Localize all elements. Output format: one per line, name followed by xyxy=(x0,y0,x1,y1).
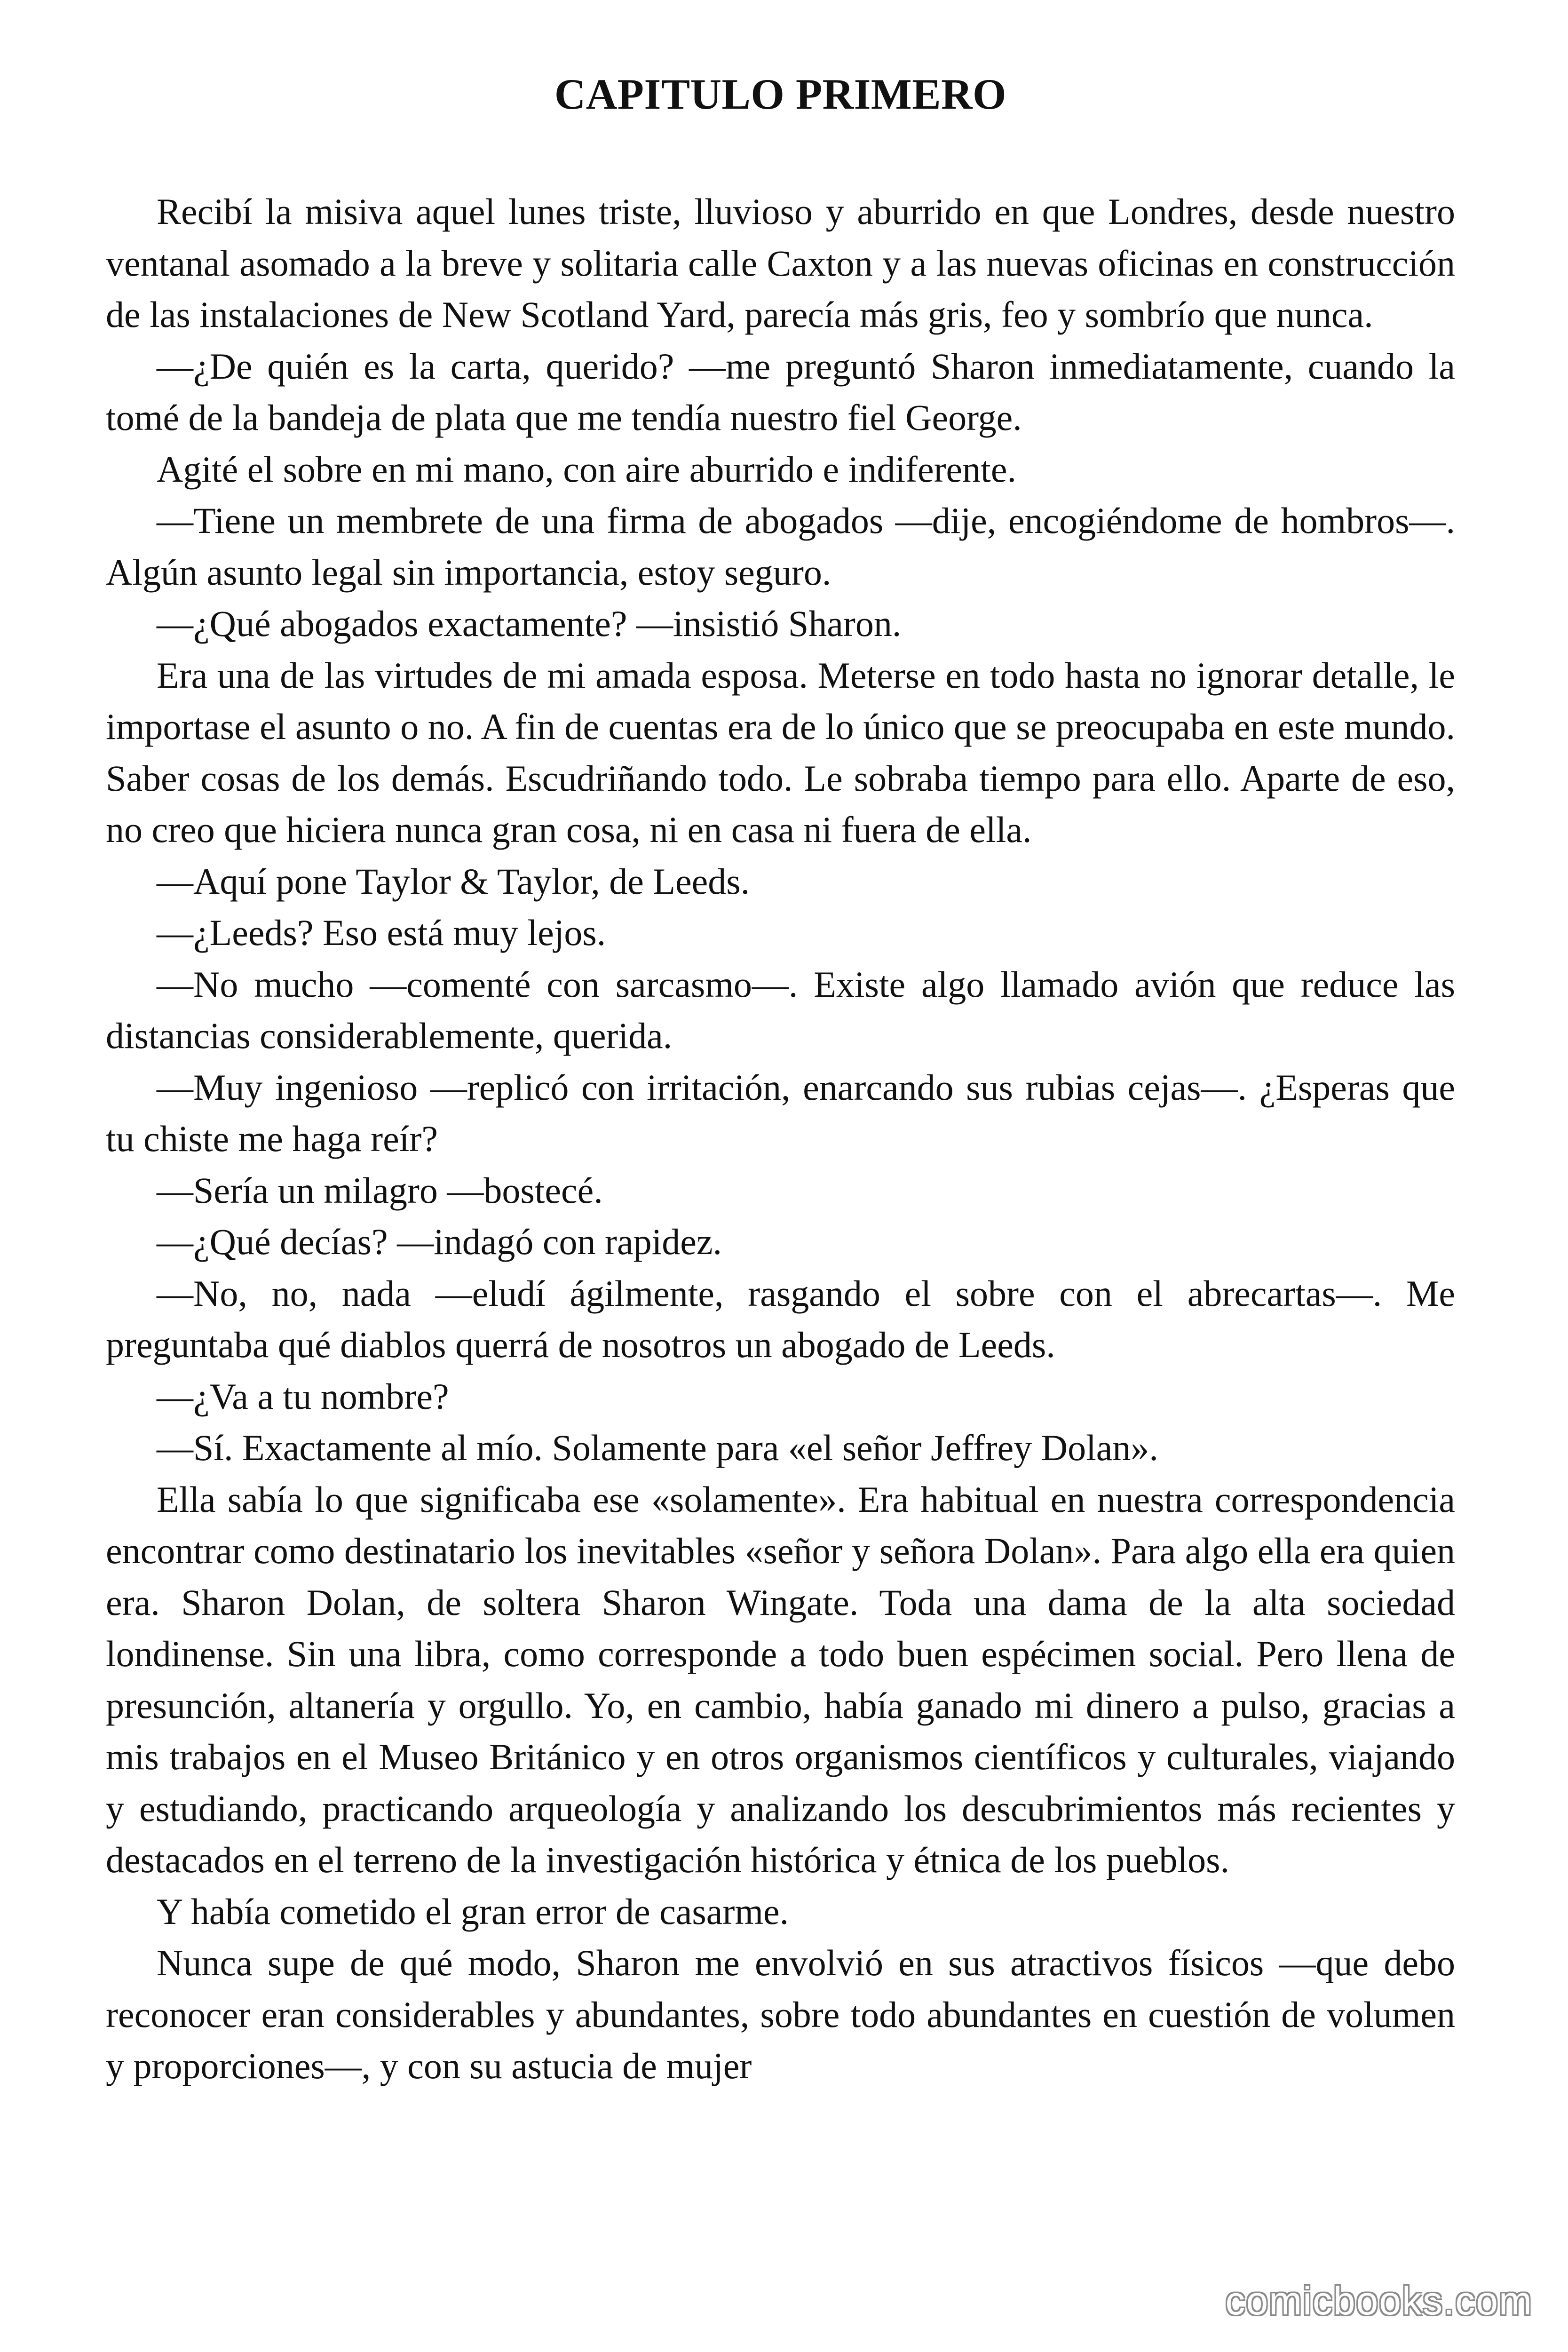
paragraph: Agité el sobre en mi mano, con aire aburrido e indiferente. xyxy=(157,448,1016,490)
paragraph: —Muy ingenioso —replicó con irritación, enarcando sus rubias cejas—. ¿Esperas que tu chiste me haga reír? xyxy=(106,1066,1455,1159)
paragraph: Nunca supe de qué modo, Sharon me envolvió en sus atractivos físicos —que debo reconocer eran considerables y abundantes, sobre todo abundantes en cuestión de volumen y proporciones—, y con su astucia de mujer xyxy=(106,1942,1455,2086)
chapter-body xyxy=(106,186,1455,2092)
paragraph: Ella sabía lo que significaba ese «solamente». Era habitual en nuestra correspondencia encontrar como destinatario los inevitables «señor y señora Dolan». Para algo ella era quien era. Sharon Dolan, de soltera Sharon Wingate. Toda una dama de la alta sociedad londinense. Sin una libra, como corresponde a todo buen espécimen social. Pero llena de presunción, altanería y orgullo. Yo, en cambio, había ganado mi dinero a pulso, gracias a mis trabajos en el Museo Británico y en otros organismos científicos y culturales, viajando y estudiando, practicando arqueología y analizando los descubrimientos más recientes y destacados en el terreno de la investigación histórica y étnica de los pueblos. xyxy=(106,1478,1455,1880)
paragraph: —Sería un milagro —bostecé. xyxy=(157,1169,603,1211)
paragraph: —¿Qué decías? —indagó con rapidez. xyxy=(157,1221,722,1262)
paragraph: —No mucho —comenté con sarcasmo—. Existe algo llamado avión que reduce las distancias considerablemente, querida. xyxy=(106,963,1455,1056)
paragraph: —Sí. Exactamente al mío. Solamente para «el señor Jeffrey Dolan». xyxy=(157,1427,1158,1468)
chapter-title: CAPITULO PRIMERO xyxy=(554,70,1007,118)
paragraph: Recibí la misiva aquel lunes triste, lluvioso y aburrido en que Londres, desde nuestro ventanal asomado a la breve y solitaria calle Caxton y a las nuevas oficinas en construcción de las instalaciones de New Scotland Yard, parecía más gris, feo y sombrío que nunca. xyxy=(106,191,1455,335)
paragraph: —¿De quién es la carta, querido? —me preguntó Sharon inmediatamente, cuando la tomé de la bandeja de plata que me tendía nuestro fiel George. xyxy=(106,345,1455,438)
paragraph: —¿Leeds? Eso está muy lejos. xyxy=(157,912,606,953)
paragraph: —No, no, nada —eludí ágilmente, rasgando el sobre con el abrecartas—. Me preguntaba qué diablos querrá de nosotros un abogado de Leeds. xyxy=(106,1272,1455,1365)
paragraph: —Aquí pone Taylor & Taylor, de Leeds. xyxy=(157,860,750,902)
paragraph: —Tiene un membrete de una firma de abogados —dije, encogiéndome de hombros—. Algún asunto legal sin importancia, estoy seguro. xyxy=(106,500,1455,593)
paragraph: —¿Va a tu nombre? xyxy=(157,1375,449,1417)
paragraph: Era una de las virtudes de mi amada esposa. Meterse en todo hasta no ignorar detalle, le importase el asunto o no. A fin de cuentas era de lo único que se preocupaba en este mundo. Saber cosas de los demás. Escudriñando todo. Le sobraba tiempo para ello. Aparte de eso, no creo que hiciera nunca gran cosa, ni en casa ni fuera de ella. xyxy=(106,654,1455,850)
paragraph: Y había cometido el gran error de casarme. xyxy=(157,1891,789,1932)
paragraph: —¿Qué abogados exactamente? —insistió Sharon. xyxy=(157,603,902,644)
watermark-logo: comicbooks.com xyxy=(1225,2279,1533,2323)
